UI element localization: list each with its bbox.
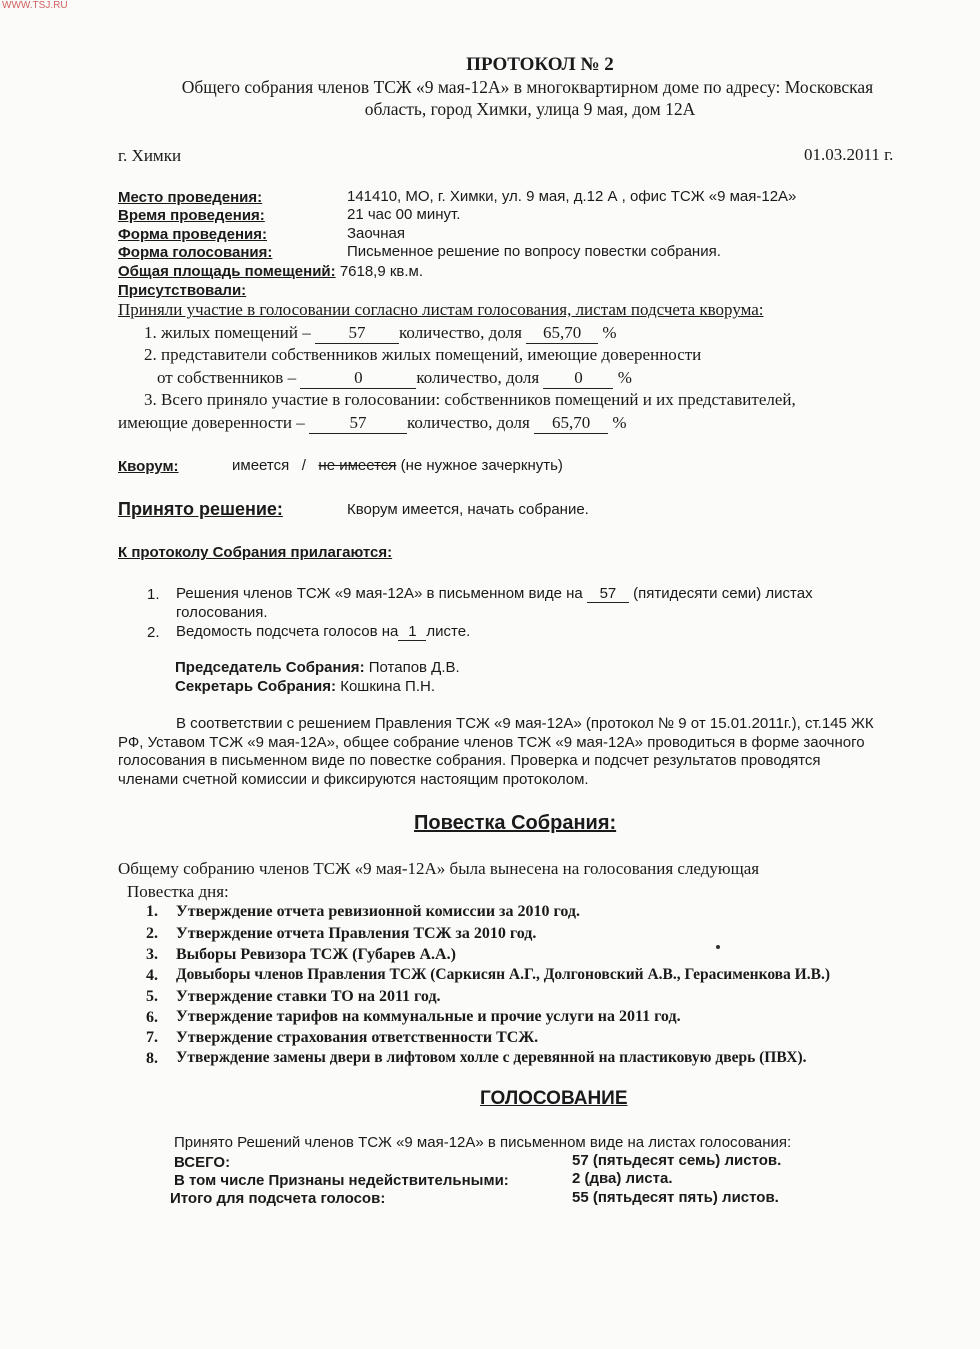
quorum-label: Кворум: [118, 458, 179, 475]
city: г. Химки [118, 146, 182, 165]
subtitle-line-1: Общего собрания членов ТСЖ «9 мая-12А» в многоквартирном доме по адресу: Московская [181, 77, 874, 97]
item3-share: 65,70 [534, 413, 608, 434]
agenda-item-1-num: 1. [146, 903, 158, 920]
item1-count-word: количество, доля [399, 323, 522, 342]
quorum-absent: не имеется [318, 457, 397, 474]
decision-label: Принято решение: [118, 499, 283, 519]
area-row [118, 263, 423, 280]
agenda-item-4-num: 4. [146, 967, 158, 984]
item3-percent: % [612, 413, 627, 432]
agenda-item-8-num: 8. [146, 1050, 158, 1067]
agenda-item-3: Выборы Ревизора ТСЖ (Губарев А.А.) [176, 946, 456, 963]
item1-percent: % [602, 323, 617, 342]
agenda-item-4: Довыборы членов Правления ТСЖ (Саркисян А.Г., Долгоновский А.В., Герасименкова И.В.) [176, 966, 830, 983]
item1-count: 57 [315, 323, 399, 344]
venue-value: 141410, МО, г. Химки, ул. 9 мая, д.12 А , офис ТСЖ «9 мая-12А» [347, 188, 797, 205]
participation-heading: Приняли участие в голосовании согласно листам голосования, листам подсчета кворума: [118, 300, 764, 319]
item2-share: 0 [543, 368, 613, 389]
agenda-intro-line-1: Общему собранию членов ТСЖ «9 мая-12А» была вынесена на голосования следующая [118, 859, 760, 878]
area-label: Общая площадь помещений: [118, 263, 336, 280]
attachment-1-text-a: Решения членов ТСЖ «9 мая-12А» в письменном виде на [176, 585, 583, 602]
voting-invalid-label: В том числе Признаны недействительными: [174, 1172, 509, 1189]
item2-count-word: количество, доля [416, 368, 540, 387]
item1-share: 65,70 [526, 323, 598, 344]
basis-line-2: РФ, Уставом ТСЖ «9 мая-12А», общее собрание членов ТСЖ «9 мая-12А» проводиться в форме заочного [118, 734, 865, 751]
attachment-2-text-a: Ведомость подсчета голосов на [176, 623, 399, 640]
watermark: WWW.TSJ.RU [2, 0, 68, 11]
item2-prefix: от собственников – [157, 368, 297, 387]
agenda-item-8: Утверждение замены двери в лифтовом холле с деревянной на пластиковую дверь (ПВХ). [176, 1049, 807, 1066]
attachment-1-text-b: (пятидесяти семи) листах [633, 585, 813, 602]
item3-count-word: количество, доля [406, 413, 530, 432]
agenda-item-3-num: 3. [146, 946, 158, 963]
chair-name: Потапов Д.В. [368, 659, 460, 676]
time-value: 21 час 00 минут. [347, 206, 461, 223]
stray-mark [716, 945, 720, 949]
quorum-options [232, 457, 563, 474]
subtitle-line-2: область, город Химки, улица 9 мая, дом 12А [364, 99, 696, 119]
form-value: Заочная [347, 225, 405, 242]
item2-percent: % [617, 368, 632, 387]
item1-prefix: 1. жилых помещений – [144, 323, 311, 342]
voting-heading: ГОЛОСОВАНИЕ [480, 1088, 628, 1109]
agenda-item-6: Утверждение тарифов на коммунальные и прочие услуги на 2011 год. [176, 1008, 681, 1025]
voting-total-label: ВСЕГО: [174, 1154, 231, 1171]
attachments-heading: К протоколу Собрания прилагаются: [118, 544, 393, 561]
voting-counted-label: Итого для подсчета голосов: [170, 1190, 386, 1207]
voting-form-label: Форма голосования: [118, 244, 273, 261]
voting-intro: Принято Решений членов ТСЖ «9 мая-12А» в письменном виде на листах голосования: [174, 1134, 792, 1151]
chair-row [175, 659, 460, 676]
chair-label: Председатель Собрания: [175, 659, 365, 676]
basis-line-1: В соответствии с решением Правления ТСЖ «9 мая-12А» (протокол № 9 от 15.01.2011г.), ст.145 ЖК [176, 715, 874, 732]
attachment-1-line2: голосования. [176, 604, 268, 621]
secretary-name: Кошкина П.Н. [340, 678, 436, 695]
decision-text: Кворум имеется, начать собрание. [347, 501, 589, 518]
attachment-2 [176, 623, 470, 641]
agenda-heading: Повестка Собрания: [414, 812, 617, 834]
quorum-slash: / [301, 457, 306, 474]
attendance-label: Присутствовали: [118, 282, 247, 299]
participation-item-2: 2. представители собственников жилых помещений, имеющие доверенности [144, 345, 702, 364]
item3-count: 57 [309, 413, 407, 434]
secretary-label: Секретарь Собрания: [175, 678, 337, 695]
secretary-row [175, 678, 435, 695]
agenda-item-5-num: 5. [146, 988, 158, 1005]
agenda-item-7-num: 7. [146, 1029, 158, 1046]
item2-count: 0 [300, 368, 416, 389]
participation-item-3: 3. Всего приняло участие в голосовании: собственников помещений и их представителей, [144, 390, 796, 409]
voting-total-value: 57 (пятьдесят семь) листов. [572, 1152, 782, 1169]
attachment-1-num: 1. [147, 586, 160, 603]
agenda-item-1: Утверждение отчета ревизионной комиссии за 2010 год. [176, 903, 580, 920]
time-label: Время проведения: [118, 207, 265, 224]
attachment-1 [176, 585, 813, 603]
document-date: 01.03.2011 г. [804, 145, 894, 164]
attachment-1-count: 57 [587, 585, 629, 603]
attachment-2-text-b: листе. [426, 623, 471, 640]
basis-line-3: голосования в письменном виде по повестке собрания. Проверка и подсчет результатов проводятся [118, 752, 821, 769]
agenda-intro-line-2: Повестка дня: [127, 882, 229, 901]
item3-prefix: имеющие доверенности – [118, 413, 305, 432]
quorum-present: имеется [232, 457, 290, 474]
form-label: Форма проведения: [118, 226, 267, 243]
voting-invalid-value: 2 (два) листа. [572, 1170, 673, 1187]
quorum-note: (не нужное зачеркнуть) [400, 457, 563, 474]
area-value: 7618,9 кв.м. [339, 263, 424, 280]
attachment-2-count: 1 [398, 623, 426, 641]
agenda-item-2-num: 2. [146, 925, 158, 942]
participation-item-1 [144, 323, 617, 344]
participation-item-2-count [157, 368, 632, 389]
attachment-2-num: 2. [147, 624, 160, 641]
venue-label: Место проведения: [118, 189, 263, 206]
agenda-item-5: Утверждение ставки ТО на 2011 год. [176, 988, 441, 1005]
voting-counted-value: 55 (пятьдесят пять) листов. [572, 1189, 779, 1206]
participation-item-3-count [118, 413, 627, 434]
agenda-item-2: Утверждение отчета Правления ТСЖ за 2010 год. [176, 925, 537, 942]
basis-line-4: членами счетной комиссии и фиксируются настоящим протоколом. [118, 771, 589, 788]
voting-form-value: Письменное решение по вопросу повестки собрания. [347, 243, 721, 260]
agenda-item-6-num: 6. [146, 1009, 158, 1026]
document-title: ПРОТОКОЛ № 2 [466, 54, 614, 75]
agenda-item-7: Утверждение страхования ответственности ТСЖ. [176, 1029, 539, 1046]
